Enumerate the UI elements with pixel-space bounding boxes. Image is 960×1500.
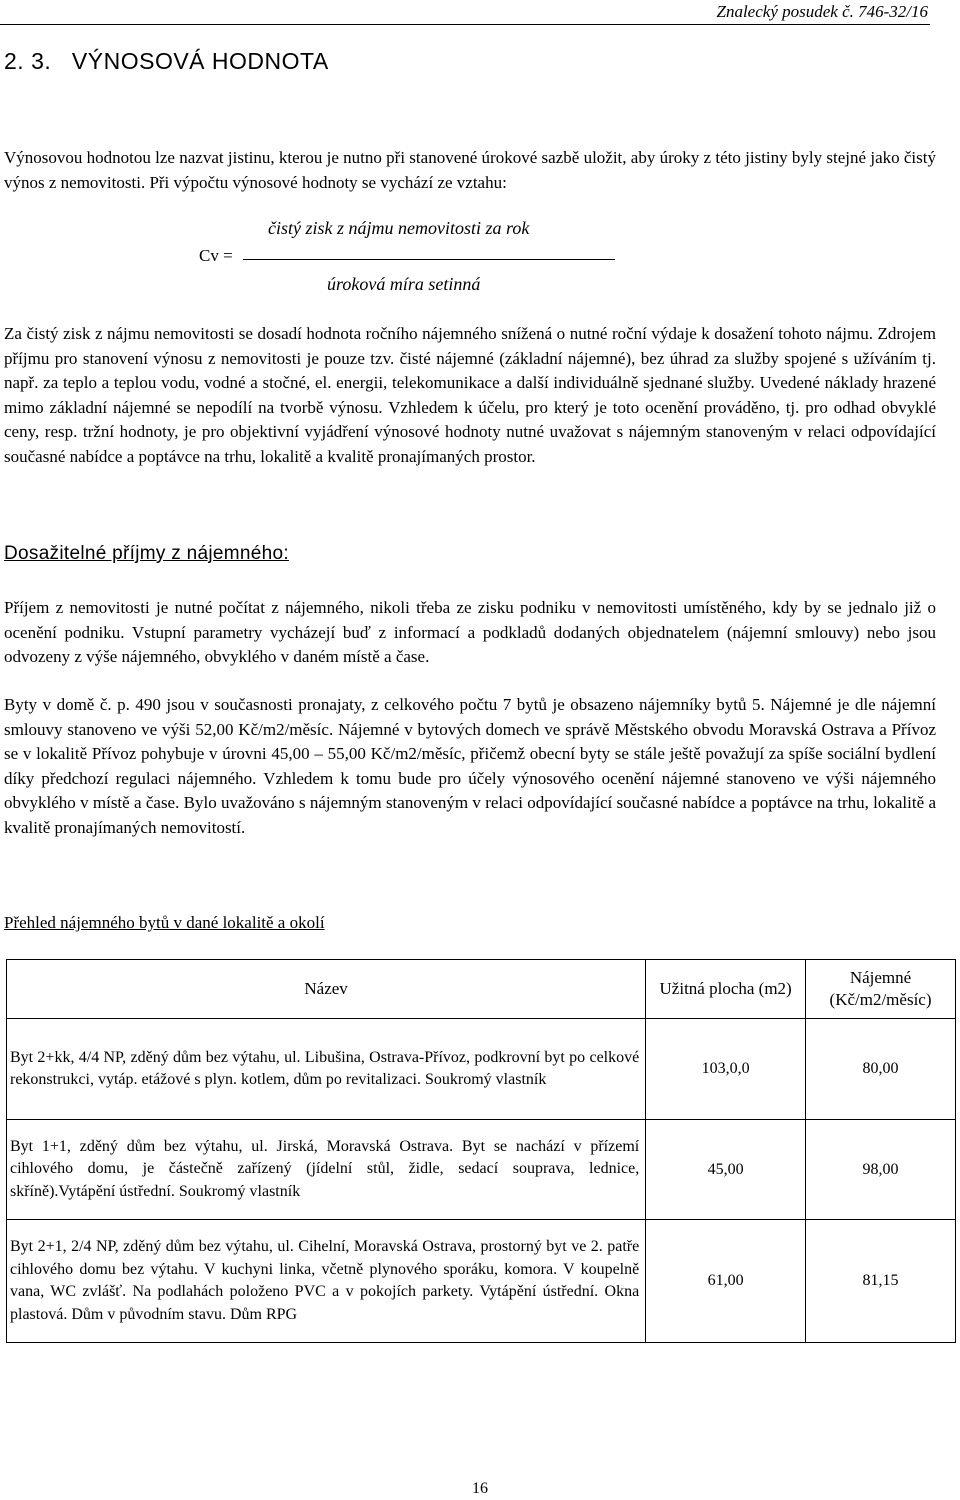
header-area: Užitná plocha (m2) xyxy=(646,960,806,1019)
section-title: 2. 3. VÝNOSOVÁ HODNOTA xyxy=(4,48,329,74)
page-number: 16 xyxy=(472,1480,488,1497)
net-profit-paragraph: Za čistý zisk z nájmu nemovitosti se dosadí hodnota ročního nájemného snížená o nutné roční výdaje k dosažení tohoto nájmu. Zdrojem příjmu pro stanovení výnosu z nemovitosti je pouze tzv. čisté nájemné (základní nájemné), bez úhrad za služby spojené s užíváním tj. např. za teplo a teplou vodu, vodné a stočné, el. energii, telekomunikace a další individuálně sjednané služby. Uvedené náklady hrazené mimo základní nájemné se nepodílí na tvorbě výnosu. Vzhledem k účelu, pro který je toto ocenění prováděno, tj. pro odhad obvyklé ceny, resp. tržní hodnoty, je pro objektivní vyjádření výnosové hodnoty nutné uvažovat s nájemným stanoveným v relaci odpovídající současné nabídce a poptávce na trhu, lokalitě a kvalitě pronajímaných prostor. xyxy=(4,324,936,466)
row-name: Byt 2+kk, 4/4 NP, zděný dům bez výtahu, ul. Libušina, Ostrava-Přívoz, podkrovní byt po celkové rekonstrukci, vytáp. etážové s plyn. kotlem, dům po revitalizaci. Soukromý vlastník xyxy=(7,1019,646,1120)
header-rent: Nájemné (Kč/m2/měsíc) xyxy=(806,960,956,1019)
document-reference: Znalecký posudek č. 746-32/16 xyxy=(716,2,928,21)
header-divider xyxy=(0,24,930,25)
header-name: Název xyxy=(7,960,646,1019)
formula-numerator: čistý zisk z nájmu nemovitosti za rok xyxy=(268,218,530,238)
income-paragraph: Příjem z nemovitosti je nutné počítat z nájemného, nikoli třeba ze zisku podniku v nemovitosti umístěného, kdy by se jednalo již o ocenění podniku. Vstupní parametry vycházejí buď z informací a podkladů dodaných objednatelem (nájemní smlouvy) nebo jsou odvozeny z výše nájemného, obvyklého v daném místě a čase. xyxy=(4,598,936,666)
row-rent: 98,00 xyxy=(806,1120,956,1220)
formula-denominator: úroková míra setinná xyxy=(327,274,481,294)
row-area: 61,00 xyxy=(646,1220,806,1343)
rent-table-heading: Přehled nájemného bytů v dané lokalitě a okolí xyxy=(4,913,325,932)
table-row xyxy=(7,1019,956,1120)
rent-comparison-table xyxy=(6,959,956,1343)
table-header-row xyxy=(7,960,956,1019)
intro-paragraph: Výnosovou hodnotou lze nazvat jistinu, kterou je nutno při stanovené úrokové sazbě uložit, aby úroky z této jistiny byly stejné jako čistý výnos z nemovitosti. Při výpočtu výnosové hodnoty se vychází ze vztahu: xyxy=(4,148,936,192)
flats-paragraph: Byty v domě č. p. 490 jsou v současnosti pronajaty, z celkového počtu 7 bytů je obsazeno nájemníky bytů 5. Nájemné je dle nájemní smlouvy stanoveno ve výši 52,00 Kč/m2/měsíc. Nájemné v bytových domech ve správě Městského obvodu Moravská Ostrava a Přívoz se v lokalitě Přívoz pohybuje v úrovni 45,00 – 55,00 Kč/m2/měsíc, přičemž obecní byty se stále ještě považují za spíše sociální bydlení díky předchozí regulaci nájemného. Vzhledem k tomu bude pro účely výnosového ocenění nájemné stanoveno ve výši nájemného obvyklého v místě a čase. Bylo uvažováno s nájemným stanoveným v relaci odpovídající současné nabídce a poptávce na trhu, lokalitě a kvalitě pronajímaných nemovitostí. xyxy=(4,695,936,837)
row-rent: 81,15 xyxy=(806,1220,956,1343)
table-row xyxy=(7,1220,956,1343)
row-rent: 80,00 xyxy=(806,1019,956,1120)
table-row xyxy=(7,1120,956,1220)
income-heading: Dosažitelné příjmy z nájemného: xyxy=(4,543,289,564)
row-area: 45,00 xyxy=(646,1120,806,1220)
row-name: Byt 1+1, zděný dům bez výtahu, ul. Jirská, Moravská Ostrava. Byt se nachází v přízemí cihlového domu, je částečně zařízený (jídelní stůl, židle, sedací souprava, lednice, skříně).Vytápění ústřední. Soukromý vlastník xyxy=(7,1120,646,1220)
row-area: 103,0,0 xyxy=(646,1019,806,1120)
formula-lhs: Cv = xyxy=(199,246,233,265)
row-name: Byt 2+1, 2/4 NP, zděný dům bez výtahu, ul. Cihelní, Moravská Ostrava, prostorný byt ve 2. patře cihlového domu bez výtahu. V kuchyni linka, včetně plynového sporáku, komora. V koupelně vana, WC zvlášť. Na podlahách položeno PVC a v pokojích parkety. Vytápění ústřední. Okna plastová. Dům v původním stavu. Dům RPG xyxy=(7,1220,646,1343)
fraction-line xyxy=(243,259,615,260)
